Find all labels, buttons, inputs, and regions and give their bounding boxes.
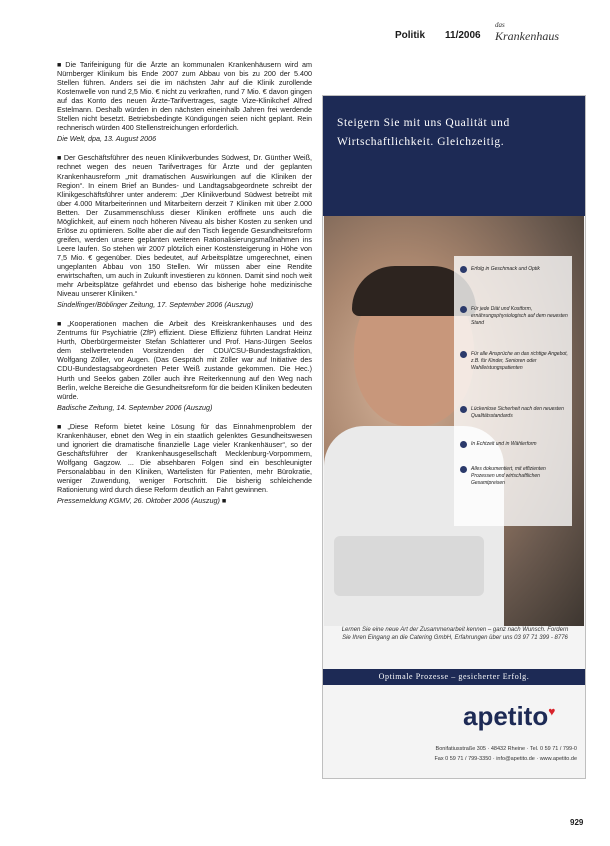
check-icon bbox=[460, 406, 467, 413]
article-text: ■ „Kooperationen machen die Arbeit des Kreiskrankenhauses und des Zentrums für Psychiatrie (ZfP) effizient. Diese Effizienz führten Landrat Heinz Hurth, Oberbürgermeister Stefan Schlatterer und Prof. Hans-Jürgen Seelos dem stellvertretenden Vorsitzenden der CDU/CSU-Bundestagsfraktion, Wolfgang Zöller, vor Augen. (Das Gespräch mit Zöller war auf Initiative des CDU-Bundestagsabgeordneten Peter Weiß zustande gekommen. Die Hec.) Hurth und Seelos gaben Zöller auch ihre Reiterkennung auf den Weg nach Berlin, welche Bereiche die Gesundheitsreform für die beiden Kliniken bedeuten würde. bbox=[57, 319, 313, 401]
ad-header bbox=[323, 96, 585, 216]
food-tray bbox=[334, 536, 484, 596]
bullet-icon: ■ bbox=[57, 421, 66, 431]
article-column bbox=[57, 60, 312, 515]
check-icon bbox=[460, 441, 467, 448]
article-source: Pressemeldung KGMV, 26. Oktober 2006 (Auszug) ■ bbox=[57, 496, 227, 506]
article-source: Badische Zeitung, 14. September 2006 (Auszug) bbox=[57, 402, 213, 412]
ad-headline: Steigern Sie mit uns Qualität und Wirtschaftlichkeit. Gleichzeitig. bbox=[337, 117, 510, 148]
feature-item: Für jede Diät und Kostform, ernährungsphysiologisch auf dem neuesten Stand bbox=[460, 306, 570, 327]
ad-address bbox=[331, 744, 577, 764]
article-text: ■ Die Tarifeinigung für die Ärzte an kommunalen Krankenhäusern wird am Nürnberger Klinikum bis Ende 2007 zum Abbau von bis zu 200 der 5.400 Stellen führen. Anders sei die im nächsten Jahr auf die Klinik zurollende Kostenwelle von rund 2,5 Mio. € nicht zu verkraften, rund 7 Mio. € davon gingen auf das Konto des neuen Ärzte-Tarifvertrages, sagte Vize-Klinikchef Alfred Estelmann. Deshalb würden in den nächsten eineinhalb Jahren frei werdende Stellen nicht besetzt. Betriebsbedingte Kündigungen seien nicht geplant. Rein rechnerisch würden 400 Stellenstreichungen erforderlich. bbox=[57, 60, 312, 133]
check-icon bbox=[460, 466, 467, 473]
article-text: ■ „Diese Reform bietet keine Lösung für das Einnahmenproblem der Krankenhäuser, ebnet den Weg in ein staatlich gelenktes Gesundheitswesen und ignoriert die dramatische finanzielle Lage vieler Krankenhäuser“, so der Geschäftsführer der Krankenhausgesellschaft Mecklenburg-Vorpommern, Wolfgang Gagzow. ... Die absehbaren Folgen sind ein beschleunigter Personalabbau in den Kliniken, Wartelisten für Patienten, mehr Bürokratie, weniger Zuwendung, weniger Fortschritt. Die bisherig schleichende Rationierung wird durch diese Reform deutlich an Fahrt gewinnen. bbox=[57, 421, 312, 495]
feature-item: Alles dokumentiert, mit effizienten Prozessen und wirtschaftlichen Gesamtpreisen bbox=[460, 466, 570, 487]
feature-item: In Echtzeit und in Wählerform bbox=[460, 441, 570, 448]
ad-photo bbox=[324, 216, 584, 626]
check-icon bbox=[460, 351, 467, 358]
address-line: Fax 0 59 71 / 799-3350 · info@apetito.de · www.apetito.de bbox=[434, 756, 577, 762]
magazine-logo-top: das bbox=[495, 21, 505, 29]
address-line: Bonifatiusstraße 305 · 48432 Rheine · Tel. 0 59 71 / 799-0 bbox=[435, 746, 577, 752]
bullet-icon: ■ bbox=[57, 60, 64, 69]
feature-item: Lückenlose Sicherheit nach den neuesten Qualitätsstandards bbox=[460, 406, 570, 420]
issue-number: 11/2006 bbox=[445, 30, 481, 41]
ad-slogan: Optimale Prozesse – gesicherter Erfolg. bbox=[323, 669, 585, 685]
page-header bbox=[395, 22, 595, 46]
feature-item: Erfolg in Geschmack und Optik bbox=[460, 266, 570, 273]
check-icon bbox=[460, 266, 467, 273]
article-source: Die Welt, dpa, 13. August 2006 bbox=[57, 134, 157, 144]
bullet-icon: ■ bbox=[57, 153, 62, 163]
magazine-logo bbox=[495, 22, 559, 44]
check-icon bbox=[460, 306, 467, 313]
feature-item: Für alle Ansprüche an das richtige Angebot, z.B. für Kinder, Senioren oder Wahlleistungspatienten bbox=[460, 351, 570, 372]
magazine-logo-name: Krankenhaus bbox=[495, 29, 559, 43]
heart-icon: ♥ bbox=[548, 704, 556, 719]
section-label: Politik bbox=[395, 30, 426, 41]
feature-panel bbox=[454, 256, 572, 526]
page-number: 929 bbox=[570, 818, 584, 827]
ad-caption: Lernen Sie eine neue Art der Zusammenarbeit kennen – ganz nach Wunsch. Fordern Sie Ihren Eingang an die Catering GmbH, Erfahrungen über uns 03 97 71 399 - 8776 bbox=[341, 627, 569, 641]
bullet-icon: ■ bbox=[57, 319, 66, 329]
article-source: Sindelfinger/Böblinger Zeitung, 17. September 2006 (Auszug) bbox=[57, 300, 254, 310]
article-text: ■ Der Geschäftsführer des neuen Klinikverbundes Südwest, Dr. Günther Weiß, rechnet wegen des neuen Tarifvertrages für Ärzte und der geplanten Krankenhausreform „mit dramatischen Auswirkungen auf die Kliniken der Region“. In einem Brief an Bundes- und Landtagsabgeordnete schreibt der Klinikgeschäftsführer unter anderem: „Der Klinikverbund Südwest betreibt mit über 4.000 Mitarbeiterinnen und Mitarbeitern derzeit 7 Kliniken mit über 2.000 Betten. Der Zusammenschluss dieser Kliniken eröffnete uns auch die Möglichkeit, auf einem noch höheren Niveau als bisher Kosten zu senken und Erlöse zu optimieren. Sollte aber die auf den Tisch liegende Gesundheitsreform greifen, werden unsere geplanten weiteren Rationalisierungsmaßnahmen ins Leere laufen. So stehen wir 2007 plötzlich einer Kostensteigerung in Höhe von 7,5 Mio. € gegenüber. Dies bedeutet, auf Arbeitsplätze umgerechnet, einen ungeplanten Abbau von 150 Stellen. Wir müssen aber eine Rendite erwirtschaften, um auch in Zukunft investieren zu können. Damit sind noch weit mehr Arbeitsplätze gefährdet und ebenso das bisherige hohe medizinische Niveau unserer Kliniken.“ bbox=[57, 153, 312, 299]
end-bullet-icon: ■ bbox=[221, 496, 227, 506]
apetito-logo: apetito♥ bbox=[463, 701, 556, 731]
advertisement bbox=[322, 95, 586, 779]
